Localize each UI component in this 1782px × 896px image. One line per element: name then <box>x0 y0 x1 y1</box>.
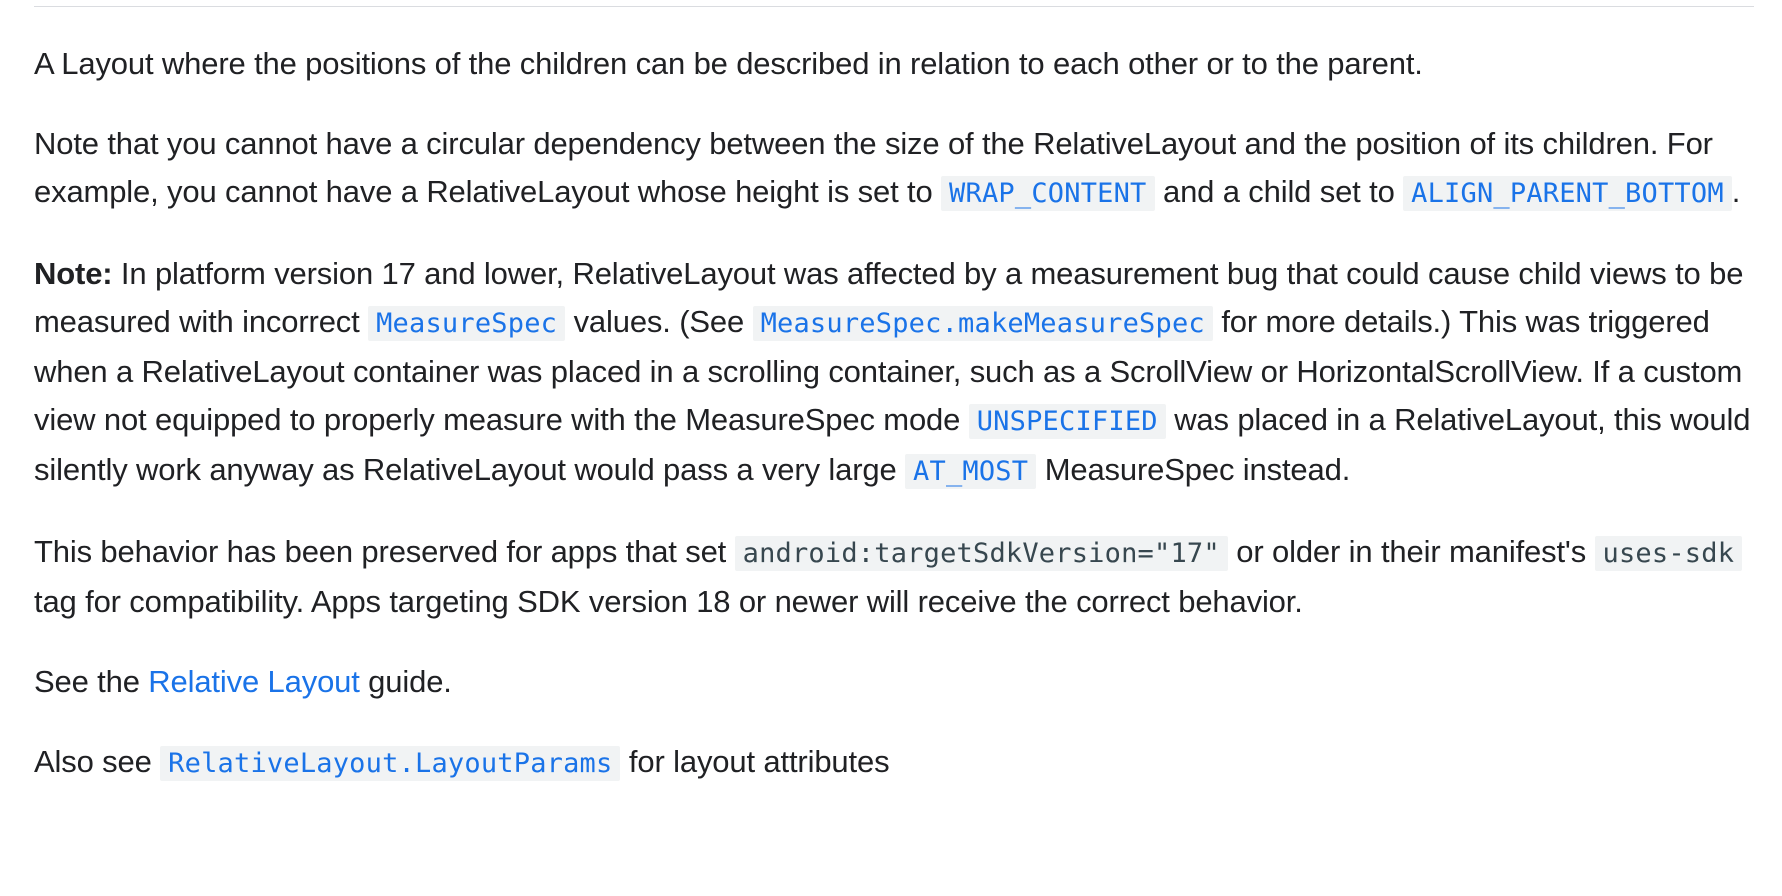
note-label: Note: <box>34 256 113 291</box>
circular-dependency-paragraph <box>34 120 1754 218</box>
make-measurespec-link[interactable] <box>753 304 1213 339</box>
code-wrap-content: WRAP_CONTENT <box>941 176 1154 211</box>
code-uses-sdk: uses-sdk <box>1595 536 1743 571</box>
text-span: and a child set to <box>1154 174 1404 209</box>
text-span: tag for compatibility. Apps targeting SDK version 18 or newer will receive the correct behavior. <box>34 584 1303 619</box>
text-span: See the <box>34 664 149 699</box>
code-make-measurespec: MeasureSpec.makeMeasureSpec <box>753 306 1213 341</box>
code-measurespec: MeasureSpec <box>368 306 565 341</box>
note-paragraph <box>34 250 1754 496</box>
text-span: or older in their manifest's <box>1227 534 1595 569</box>
at-most-link[interactable] <box>905 452 1036 487</box>
text-span: for more details.) This was triggered when a RelativeLayout container was placed in a scrolling container, such as a ScrollView or HorizontalScrollView. If a custom view not equipped to properly measure with the MeasureSpec mode <box>34 304 1743 437</box>
layout-params-link[interactable] <box>160 744 620 779</box>
text-span: Also see <box>34 744 161 779</box>
text-span: MeasureSpec instead. <box>1036 452 1351 487</box>
code-at-most: AT_MOST <box>905 454 1036 489</box>
text-span: for layout attributes <box>620 744 890 779</box>
relative-layout-guide-link[interactable]: Relative Layout <box>148 664 360 699</box>
code-layout-params: RelativeLayout.LayoutParams <box>160 746 620 781</box>
compatibility-paragraph <box>34 528 1754 626</box>
guide-paragraph <box>34 658 1754 706</box>
text-span: In platform version 17 and lower, RelativeLayout was affected by a measurement bug that could cause child views to be measured with incorrect <box>34 256 1744 339</box>
class-description <box>34 40 1754 820</box>
text-span: . <box>1731 174 1741 209</box>
measurespec-link[interactable] <box>368 304 565 339</box>
text-span: Note that you cannot have a circular dependency between the size of the RelativeLayout and the position of its children. For example, you cannot have a RelativeLayout whose height is set to <box>34 126 1713 209</box>
text-span: values. (See <box>565 304 753 339</box>
code-unspecified: UNSPECIFIED <box>969 404 1166 439</box>
align-parent-bottom-link[interactable] <box>1403 174 1732 209</box>
wrap-content-link[interactable] <box>941 174 1154 209</box>
unspecified-link[interactable] <box>969 402 1166 437</box>
code-target-sdk-version: android:targetSdkVersion="17" <box>735 536 1228 571</box>
also-see-paragraph <box>34 738 1754 788</box>
code-align-parent-bottom: ALIGN_PARENT_BOTTOM <box>1403 176 1732 211</box>
text-span: This behavior has been preserved for apps that set <box>34 534 735 569</box>
intro-paragraph <box>34 40 1754 88</box>
top-divider <box>34 6 1754 7</box>
intro-text: A Layout where the positions of the children can be described in relation to each other or to the parent. <box>34 46 1423 81</box>
text-span: guide. <box>359 664 452 699</box>
text-span: was placed in a RelativeLayout, this would silently work anyway as RelativeLayout would pass a very large <box>34 402 1751 487</box>
